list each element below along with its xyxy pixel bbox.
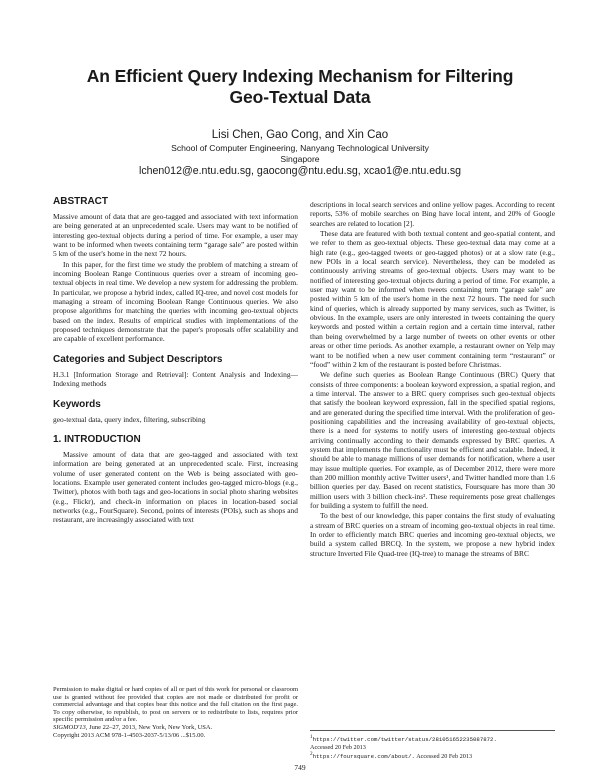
- right-paragraph-3: We define such queries as Boolean Range Continuous (BRC) Query that consists of three components: a boolean keyword expression, a spatial region, and a time interval. The answer to a BRC query comprises such geo-textual objects that satisfy the boolean keyword expression, fall in the specified spatial regions, and are generated during the specified time interval. With the proliferation of geo-positioning capabilities and the increasing availability of geo-textual objects, there is a need for systems to notify users of interesting geo-textual objects arriving continually according to their demands expressed by BRC queries. A system that implements the functionality must be efficient and scalable. Indeed, it should be able to manage millions of user demands for notification, where a user may issue multiple queries. For example, as of December 2012, there were more than 200 million monthly active Twitter users¹, and Twitter handled more than 1.6 billion queries per day. Based on recent statistics, Foursquare has more than 30 million users with 3 billion check-ins². These requirements pose great challenges for building a system to fulfill the need.: [310, 370, 555, 510]
- permission-text: Permission to make digital or hard copies of all or part of this work for personal or classroom use is granted without fee provided that copies are not made or distributed for profit or commercial advantage and that copies bear this notice and the full citation on the first page. To copy otherwise, to republish, to post on servers or to redistribute to lists, requires prior specific permission and/or a fee.: [53, 686, 298, 724]
- page-number: 749: [294, 763, 306, 772]
- footnote-1-url[interactable]: https://twitter.com/twitter/status/281051652235087872.: [312, 736, 497, 744]
- categories-text: H.3.1 [Information Storage and Retrieval]: Content Analysis and Indexing—Indexing methods: [53, 369, 298, 389]
- footnote-1: [310, 734, 555, 751]
- title-line-1: An Efficient Query Indexing Mechanism for Filtering: [86, 66, 514, 86]
- keywords-text: geo-textual data, query index, filtering, subscribing: [53, 414, 206, 424]
- abstract-paragraph-1: Massive amount of data that are geo-tagged and associated with text information are being generated at an unprecedented scale. Users may want to be notified of interesting geo-textual objects during a period of time. For example, a user may want to be informed when tweets containing term “garage sale” are posted within 5 km of the user's home in the next 72 hours.: [53, 212, 298, 259]
- footnotes: [310, 730, 555, 761]
- venue-details: June 22–27, 2013, New York, New York, USA.: [87, 723, 213, 731]
- affiliation: [60, 143, 540, 165]
- introduction-paragraph-1: Massive amount of data that are geo-tagged and associated with text information are being generated at an unprecedented scale. First, increasing volume of user generated content on the Web is being associated with geo-locations. Example user generated content includes geo-tagged micro-blogs (e.g., Twitter), photos with both tags and geo-locations in social photo sharing websites (e.g., Flickr), and check-in information on places in location-based social networks (e.g., FourSquare). Second, points of interests (POIs), such as shops and restaurant, are increasingly associated with text: [53, 449, 298, 525]
- venue-line: [53, 724, 298, 732]
- abstract-heading: ABSTRACT: [53, 196, 108, 207]
- authors: Lisi Chen, Gao Cong, and Xin Cao: [211, 129, 389, 141]
- introduction-heading: 1. INTRODUCTION: [53, 433, 141, 445]
- paper-title: [40, 66, 560, 108]
- footnote-2-mark: 2: [310, 751, 313, 758]
- venue-name: SIGMOD'13,: [53, 723, 88, 731]
- footnote-1-mark: 1: [310, 734, 313, 740]
- categories-heading: Categories and Subject Descriptors: [53, 353, 223, 365]
- affiliation-line-1: School of Computer Engineering, Nanyang Technological University: [171, 143, 429, 153]
- right-paragraph-4: To the best of our knowledge, this paper contains the first study of evaluating a stream of BRC queries on a stream of incoming geo-textual objects in real time. In order to efficiently match BRC queries and incoming geo-textual objects, we build a system called BRCQ. In the system, we propose a new hybrid index structure Inverted File Quad-tree (IQ-tree) to manage the streams of BRC: [310, 511, 555, 558]
- author-emails: lchen012@e.ntu.edu.sg, gaocong@ntu.edu.sg, xcao1@e.ntu.edu.sg: [138, 165, 462, 177]
- right-column: [310, 200, 555, 558]
- copyright-line: Copyright 2013 ACM 978-1-4503-2037-5/13/06 ...$15.00.: [53, 731, 206, 739]
- footnote-2: [310, 751, 555, 761]
- left-column: [53, 196, 298, 525]
- footnote-1-access: Accessed 20 Feb 2013: [310, 743, 366, 751]
- right-paragraph-2: These data are featured with both textual content and geo-spatial content, and we refer to them as geo-textual objects. These geo-textual data may come at a high rate (e.g., geo-tagged tweets or geo-tagged photos) or at a slow rate (e.g., new POIs in a local search service). Nevertheless, they can be modeled as continuously arriving streams of geo-textual objects. Users may want to be notified of interesting geo-textual objects during a period of time. For example, a user may want to be informed when tweets containing term “garage sale” are posted within 5 km of the user's home in the next 72 hours. The need for such kind of queries, which is already supported by many services, such as Twitter, is obvious. In the example, users are only interested in tweets containing the query keywords and posted within a certain region and a certain time interval, rather than being overwhelmed by a large number of tweets on other events or other areas or other time periods. As another example, a restaurant owner on Yelp may want to be notified when a new user comment containing term “restaurant” or “food” within 2 km of the restaurant is posted before Christmas.: [310, 229, 555, 369]
- permission-notice: [53, 686, 298, 739]
- footnote-2-url[interactable]: https://foursquare.com/about/.: [312, 753, 415, 761]
- footnote-2-access: Accessed 20 Feb 2013: [414, 753, 473, 761]
- abstract-paragraph-2: In this paper, for the first time we study the problem of matching a stream of incoming Boolean Range Continuous queries over a stream of incoming geo-textual objects in real time. We develop a new system for addressing the problem. In particular, we propose a hybrid index, called IQ-tree, and novel cost models for managing a stream of incoming Boolean Range Continuous queries. We also propose algorithms for matching the queries with incoming geo-textual objects based on the index. Results of empirical studies with implementations of the proposed techniques demonstrate that the paper's proposals offer scalability and are capable of excellent performance.: [53, 259, 298, 344]
- keywords-heading: Keywords: [53, 398, 101, 410]
- title-line-2: Geo-Textual Data: [229, 87, 371, 107]
- affiliation-line-2: Singapore: [280, 154, 320, 164]
- right-paragraph-1: descriptions in local search services and online yellow pages. According to recent reports, 53% of mobile searches on Bing have local intent, and 20% of Google searches are related to location [2].: [310, 200, 555, 228]
